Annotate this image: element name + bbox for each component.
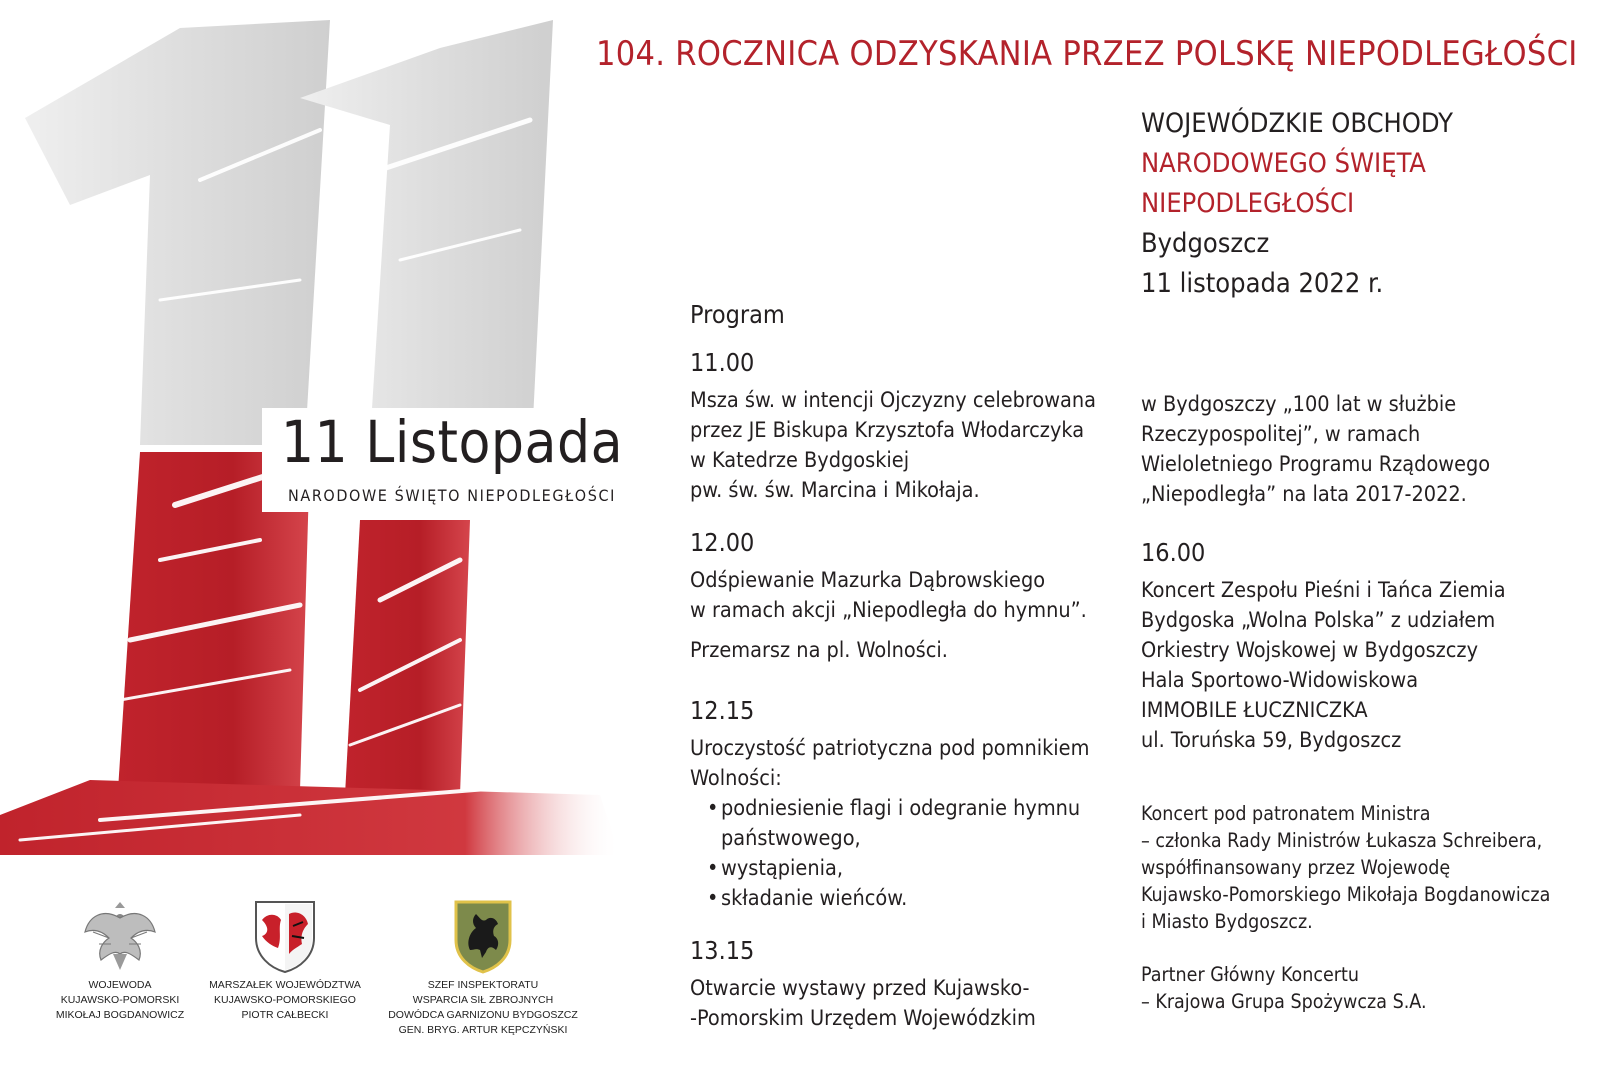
logo-caption-line: SZEF INSPEKTORATU [427,979,539,991]
event-line: Orkiestry Wojskowej w Bydgoszczy [1141,638,1479,663]
celebration-line-2: NARODOWEGO ŚWIĘTA [1141,148,1426,179]
event-line: Wolności: [690,766,782,791]
event-line: Bydgoska „Wolna Polska” z udziałem [1141,608,1496,633]
logo-marszalek [190,898,380,1023]
page-title: 104. ROCZNICA ODZYSKANIA PRZEZ POLSKĘ NIEPODLEGŁOŚCI [596,34,1578,74]
event-line: Otwarcie wystawy przed Kujawsko- [690,976,1030,1001]
patronage-line: Kujawsko-Pomorskiego Mikołaja Bogdanowicza [1141,883,1551,906]
event-line: przez JE Biskupa Krzysztofa Włodarczyka [690,418,1085,443]
event-line: -Pomorskim Urzędem Wojewódzkim [690,1006,1036,1031]
celebration-line-1: WOJEWÓDZKIE OBCHODY [1141,108,1453,139]
event-line: Rzeczypospolitej”, w ramach [1141,422,1421,447]
logo-caption-line: WSPARCIA SIŁ ZBROJNYCH [412,994,554,1006]
program-label: Program [690,300,785,329]
program-column-right [1141,390,1591,1015]
event-description [690,386,1140,506]
event-time: 12.15 [690,696,755,725]
emblem-subtitle: NARODOWE ŚWIĘTO NIEPODLEGŁOŚCI [288,486,616,505]
partner-line: Partner Główny Koncertu [1141,963,1359,986]
event-time: 16.00 [1141,538,1206,567]
event-line: „Niepodległa” na lata 2017-2022. [1141,482,1467,507]
event-line: Koncert Zespołu Pieśni i Tańca Ziemia [1141,578,1506,603]
patronage-note [1141,800,1591,935]
event-description [690,566,1140,666]
red-floor [0,780,620,855]
celebration-title-block [1141,104,1453,304]
celebration-line-3: NIEPODLEGŁOŚCI [1141,188,1355,219]
logo-caption-line: GEN. BRYG. ARTUR KĘPCZYŃSKI [398,1024,568,1036]
logo-caption-line: KUJAWSKO-POMORSKIEGO [214,994,356,1006]
logo-caption-line: DOWÓDCA GARNIZONU BYDGOSZCZ [388,1009,578,1021]
kujawsko-pomorskie-coat-of-arms-icon [248,898,322,974]
logo-garnizon [388,898,578,1038]
event-time: 12.00 [690,528,755,557]
event-line: ul. Toruńska 59, Bydgoszcz [1141,728,1402,753]
logo-caption-line: PIOTR CAŁBECKI [241,1009,329,1021]
event-description [1141,576,1591,756]
event-line: IMMOBILE ŁUCZNICZKA [1141,698,1368,723]
celebration-date: 11 listopada 2022 r. [1141,268,1384,299]
red-stroke-right [345,520,470,795]
logo-wojewoda [25,898,215,1023]
patronage-line: – członka Rady Ministrów Łukasza Schreibera, [1141,829,1543,852]
griffin-shield-icon [446,898,520,974]
event-description [690,974,1140,1034]
event-time: 13.15 [690,936,755,965]
event-line: w Bydgoszczy „100 lat w służbie [1141,392,1457,417]
event-line: w ramach akcji „Niepodległa do hymnu”. [690,598,1087,623]
event-line: Odśpiewanie Mazurka Dąbrowskiego [690,568,1046,593]
partner-note [1141,961,1591,1015]
emblem-title: 11 Listopada [280,408,624,476]
event-continuation [1141,390,1591,510]
event-time: 11.00 [690,348,755,377]
logo-caption-line: WOJEWODA [88,979,152,991]
event-line: Wieloletniego Programu Rządowego [1141,452,1491,477]
event-line: Msza św. w intencji Ojczyzny celebrowana [690,388,1097,413]
patronage-line: współfinansowany przez Wojewodę [1141,856,1451,879]
partner-line: – Krajowa Grupa Spożywcza S.A. [1141,990,1427,1013]
event-bullet-continuation: państwowego, [721,826,861,851]
logo-caption-line: KUJAWSKO-POMORSKI [60,994,180,1006]
event-line: Przemarsz na pl. Wolności. [690,638,948,663]
white-eagle-emblem-icon [83,898,157,974]
event-line: w Katedrze Bydgoskiej [690,448,910,473]
event-line: Hala Sportowo-Widowiskowa [1141,668,1419,693]
event-line: Uroczystość patriotyczna pod pomnikiem [690,736,1090,761]
celebration-city: Bydgoszcz [1141,228,1270,259]
event-bullet: • podniesienie flagi i odegranie hymnu [690,794,1140,824]
logo-caption-line: MIKOŁAJ BOGDANOWICZ [55,1009,185,1021]
patronage-line: i Miasto Bydgoszcz. [1141,910,1313,933]
event-description [690,734,1140,914]
logo-caption-line: MARSZAŁEK WOJEWÓDZTWA [209,979,361,991]
patronage-line: Koncert pod patronatem Ministra [1141,802,1431,825]
program-column-left [690,348,1140,1034]
gray-stroke-left [25,20,330,445]
event-line: pw. św. św. Marcina i Mikołaja. [690,478,980,503]
event-bullet: • składanie wieńców. [690,884,1140,914]
event-bullet: • wystąpienia, [690,854,1140,884]
